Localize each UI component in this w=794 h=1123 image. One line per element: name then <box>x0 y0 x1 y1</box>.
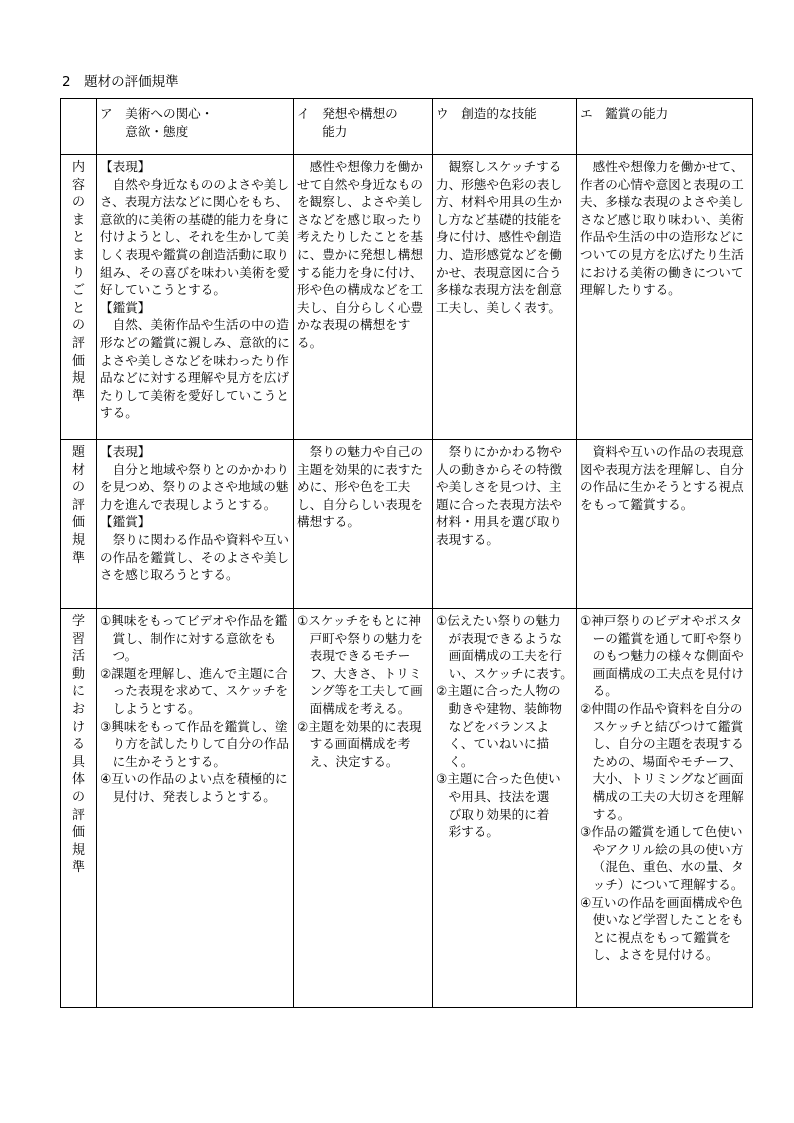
header-skill: ウ 創造的な技能 <box>433 99 577 155</box>
criteria-text: 自分と地域や祭りとのかかわりを見つめ、祭りのよさや地域の魅力を進んで表現しようとする。 <box>100 461 289 512</box>
criteria-text: 感性や想像力を働かせて、作者の心情や意図と表現の工夫、多様な表現のよさや美しさなど感じ取り味わい、美術作品や生活の中の造形などについての見方を広げたり生活における美術の働きについて理解したりする。 <box>580 159 744 298</box>
criteria-text: ①スケッチをもとに神戸町や祭りの魅力を表現できるモチーフ、大きさ、トリミング等を工夫して画面構成を考える。 <box>297 613 423 716</box>
criteria-cell <box>433 155 577 440</box>
criteria-text: ④互いの作品を画面構成や色使いなど学習したことをもとに視点をもって鑑賞をし、よさを見付ける。 <box>580 894 744 963</box>
row-label: 内容のまとまりごとの評価規準 <box>61 155 97 440</box>
criteria-text: 祭りに関わる作品や資料や互いの作品を鑑賞し、そのよさや美しさを感じ取ろうとする。 <box>100 531 289 583</box>
criteria-text: ②主題に合った人物の動きや建物、装飾物などをバランスよく、ていねいに描く。 <box>436 683 562 769</box>
criteria-cell <box>97 609 294 1008</box>
criteria-text: ③作品の鑑賞を通して色使いやアクリル絵の具の使い方（混色、重色、水の量、タッチ）について理解する。 <box>580 824 744 892</box>
criteria-cell <box>294 155 433 440</box>
criteria-category-label: 【表現】 <box>100 444 151 459</box>
criteria-cell <box>294 609 433 1008</box>
table-header-row <box>61 99 753 155</box>
header-appreciation: エ 鑑賞の能力 <box>577 99 753 155</box>
header-corner-cell <box>61 99 97 155</box>
criteria-text: 観察しスケッチする力、形態や色彩の表し方、材料や用具の生かし方など基礎的技能を身に付け、感性や創造力、造形感覚などを働かせ、表現意図に合う多様な表現方法を創意工夫し、美しく表す。 <box>436 159 562 315</box>
criteria-text: ①伝えたい祭りの魅力が表現できるような画面構成の工夫を行い、スケッチに表す。 <box>436 613 573 681</box>
criteria-text: ①神戸祭りのビデオやポスターの鑑賞を通して町や祭りのもつ魅力の様々な側面や画面構成の工夫点を見付ける。 <box>580 613 744 699</box>
criteria-cell <box>577 155 753 440</box>
row-label: 学習活動における具体の評価規準 <box>61 609 97 1008</box>
criteria-cell <box>97 155 294 440</box>
criteria-text: ①興味をもってビデオや作品を鑑賞し、制作に対する意欲をもつ。 <box>100 613 288 664</box>
table-row <box>61 155 753 440</box>
criteria-text: 自然や身近なもののよさや美しさ、表現方法などに関心をもち、意欲的に美術の基礎的能力を身に付けようとし、それを生かして美しく表現や鑑賞の創造活動に取り組み、その喜びを味わい美術を愛好していこうとする。 <box>100 176 290 298</box>
criteria-cell <box>577 609 753 1008</box>
header-ideation: イ 発想や構想の 能力 <box>294 99 433 155</box>
evaluation-criteria-table <box>60 98 753 1008</box>
criteria-text: ②仲間の作品や資料を自分のスケッチと結びつけて鑑賞し、自分の主題を表現するための、場面やモチーフ、大小、トリミングなど画面構成の工夫の大切さを理解する。 <box>580 700 744 822</box>
criteria-text: ②課題を理解し、進んで主題に合った表現を求めて、スケッチをしようとする。 <box>100 665 289 716</box>
criteria-cell <box>577 440 753 609</box>
table-row <box>61 609 753 1008</box>
criteria-text: ②主題を効果的に表現する画面構成を考え、決定する。 <box>297 718 422 769</box>
section-title: 2 題材の評価規準 <box>62 74 179 90</box>
criteria-cell <box>97 440 294 609</box>
header-interest: ア 美術への関心・ 意欲・態度 <box>97 99 294 155</box>
criteria-category-label: 【表現】 <box>100 159 151 174</box>
criteria-text: 感性や想像力を働かせて自然や身近なものを観察し、よさや美しさなどを感じ取ったり考えたりしたことを基に、豊かに発想し構想する能力を身に付け、形や色の構成などを工夫し、自分らしく心豊かな表現の構想をする。 <box>297 159 423 350</box>
criteria-cell <box>433 609 577 1008</box>
criteria-text: 祭りにかかわる物や人の動きからその特徴や美しさを見つけ、主題に合った表現方法や材料・用具を選び取り表現する。 <box>436 444 562 547</box>
criteria-cell <box>294 440 433 609</box>
row-label: 題材の評価規準 <box>61 440 97 609</box>
criteria-category-label: 【鑑賞】 <box>100 299 151 315</box>
criteria-text: ③主題に合った色使いや用具、技法を選 び取り効果的に着 彩する。 <box>436 771 562 840</box>
criteria-text: 祭りの魅力や自己の主題を効果的に表すために、形や色を工夫し、自分らしい表現を構想する。 <box>297 444 423 530</box>
criteria-cell <box>433 440 577 609</box>
criteria-text: 自然、美術作品や生活の中の造形などの鑑賞に親しみ、意欲的によさや美しさなどを味わったり作品などに対する理解や見方を広げたりして美術を愛好していこうとする。 <box>100 317 290 421</box>
criteria-text: 資料や互いの作品の表現意図や表現方法を理解し、自分の作品に生かそうとする視点をもって鑑賞する。 <box>580 444 744 512</box>
criteria-text: ③興味をもって作品を鑑賞し、塗り方を試したりして自分の作品に生かそうとする。 <box>100 718 289 769</box>
criteria-text: ④互いの作品のよい点を積極的に見付け、発表しようとする。 <box>100 771 288 804</box>
table-row <box>61 440 753 609</box>
criteria-category-label: 【鑑賞】 <box>100 514 151 530</box>
